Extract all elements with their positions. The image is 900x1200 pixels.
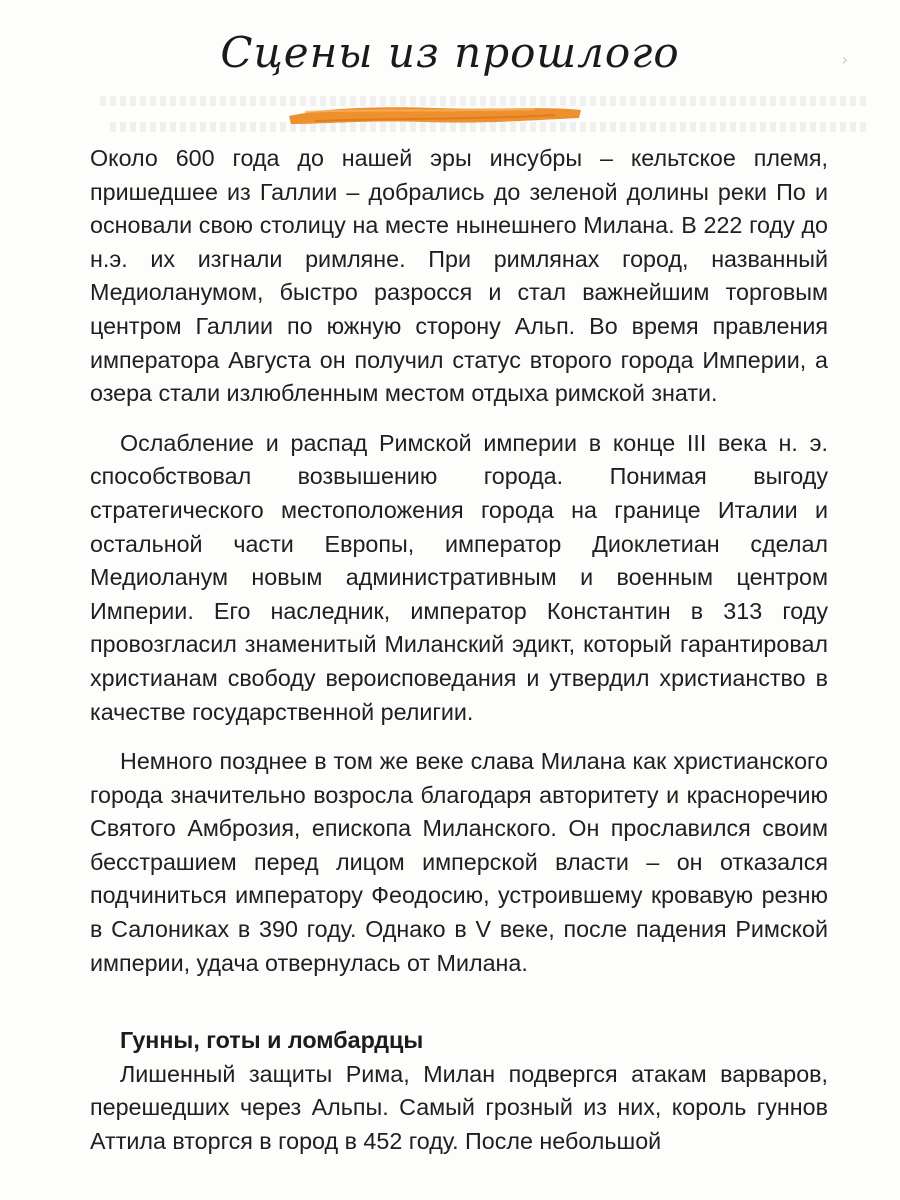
paragraph-1: Около 600 года до нашей эры инсубры – кельтское племя, пришедшее из Галлии – добрались до зеленой долины реки По и основали свою столицу на месте нынешнего Милана. В 222 году до н.э. их изгнали римляне. При римлянах город, названный Медиоланумом, быстро разросся и стал важнейшим торговым центром Галлии по южную сторону Альп. Во время правления императора Августа он получил статус второго города Империи, а озера стали излюбленным местом отдыха римской знати. — [90, 145, 828, 407]
main-text — [90, 142, 828, 1175]
corner-arrow-icon: › — [841, 50, 848, 69]
section-title: Сцены из прошлого — [220, 28, 680, 77]
page-header — [0, 18, 900, 128]
section-paragraph: Лишенный защиты Рима, Милан подвергся атакам варваров, перешедших через Альпы. Самый грозный из них, король гуннов Аттила вторгся в город в 452 году. После небольшой — [90, 1060, 828, 1155]
section-heading: Гунны, готы и ломбардцы — [120, 1027, 424, 1054]
paragraph-3: Немного позднее в том же веке слава Милана как христианского города значительно возросла благодаря авторитету и красноречию Святого Амброзия, епископа Миланского. Он прославился своим бесстрашием перед лицом имперской власти – он отказался подчиниться императору Феодосию, устроившему кровавую резню в Салониках в 390 году. Однако в V веке, после падения Римской империи, удача отвернулась от Милана. — [90, 748, 828, 976]
paragraph-2: Ослабление и распад Римской империи в конце III века н. э. способствовал возвышению города. Понимая выгоду стратегического местоположения города на границе Италии и остальной части Европы, император Диоклетиан сделал Медиоланум новым административным и военным центром Империи. Его наследник, император Константин в 313 году провозгласил знаменитый Миланский эдикт, который гарантировал христианам свободу вероисповедания и утвердил христианство в качестве государственной религии. — [90, 429, 828, 725]
brush-stroke-decoration — [285, 100, 585, 130]
